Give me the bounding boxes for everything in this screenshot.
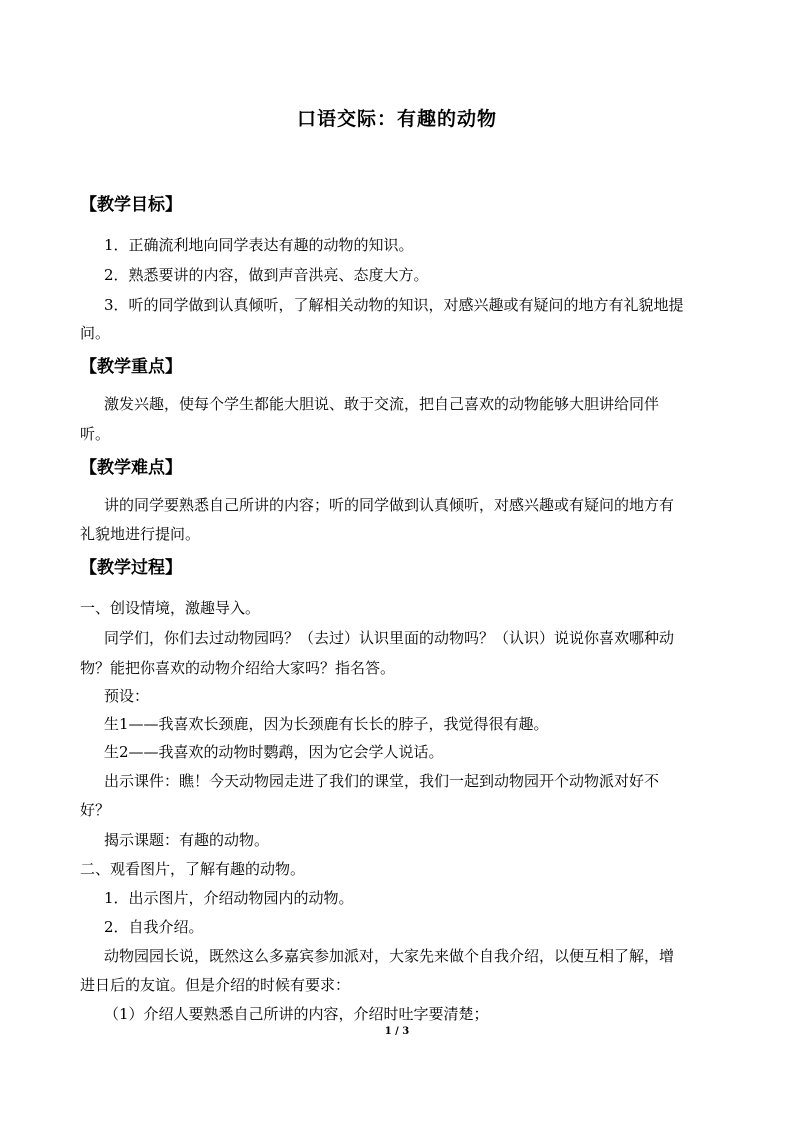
keypoint-line: 听。 [80,425,111,443]
process-line: 揭示课题：有趣的动物。 [104,831,270,849]
process-line: 二、观看图片，了解有趣的动物。 [80,860,306,878]
document-title: 口语交际：有趣的动物 [296,108,497,130]
goal-line: 3．听的同学做到认真倾听，了解相关动物的知识，对感兴趣或有疑问的地方有礼貌地提 [104,296,684,314]
process-line: 好？ [80,801,111,819]
process-line: 预设： [104,687,150,705]
section-heading-keypoints: 【教学重点】 [80,357,182,377]
process-line: 1．出示图片，介绍动物园内的动物。 [104,889,354,907]
goal-line: 问。 [80,324,111,342]
section-heading-difficulties: 【教学难点】 [80,458,182,478]
process-line: 进日后的友谊。但是介绍的时候有要求： [80,976,351,994]
page-number: 1 / 3 [384,1026,410,1037]
process-line: 出示课件：瞧！今天动物园走进了我们的课堂，我们一起到动物园开个动物派对好不 [104,772,660,790]
process-line: 物？能把你喜欢的动物介绍给大家吗？指名答。 [80,659,396,677]
process-line: 生1——我喜欢长颈鹿，因为长颈鹿有长长的脖子，我觉得很有趣。 [104,715,549,733]
process-line: 同学们，你们去过动物园吗？（去过）认识里面的动物吗？（认识）说说你喜欢哪种动 [104,629,675,647]
process-line: 2．自我介绍。 [104,918,204,936]
process-line: 动物园园长说，既然这么多嘉宾参加派对，大家先来做个自我介绍，以便互相了解，增 [104,947,675,965]
section-heading-goals: 【教学目标】 [80,195,182,215]
goal-line: 2．熟悉要讲的内容，做到声音洪亮、态度大方。 [104,266,429,284]
process-line: 一、创设情境，激趣导入。 [80,599,261,617]
keypoint-line: 激发兴趣，使每个学生都能大胆说、敢于交流，把自己喜欢的动物能够大胆讲给同伴 [104,395,660,413]
process-line: （1）介绍人要熟悉自己所讲的内容，介绍时吐字要清楚； [104,1005,489,1023]
section-heading-process: 【教学过程】 [80,558,182,578]
goal-line: 1．正确流利地向同学表达有趣的动物的知识。 [104,236,414,254]
process-line: 生2——我喜欢的动物时鹦鹉，因为它会学人说话。 [104,743,444,761]
difficulty-line: 礼貌地进行提问。 [80,525,201,543]
difficulty-line: 讲的同学要熟悉自己所讲的内容；听的同学做到认真倾听，对感兴趣或有疑问的地方有 [104,496,675,514]
